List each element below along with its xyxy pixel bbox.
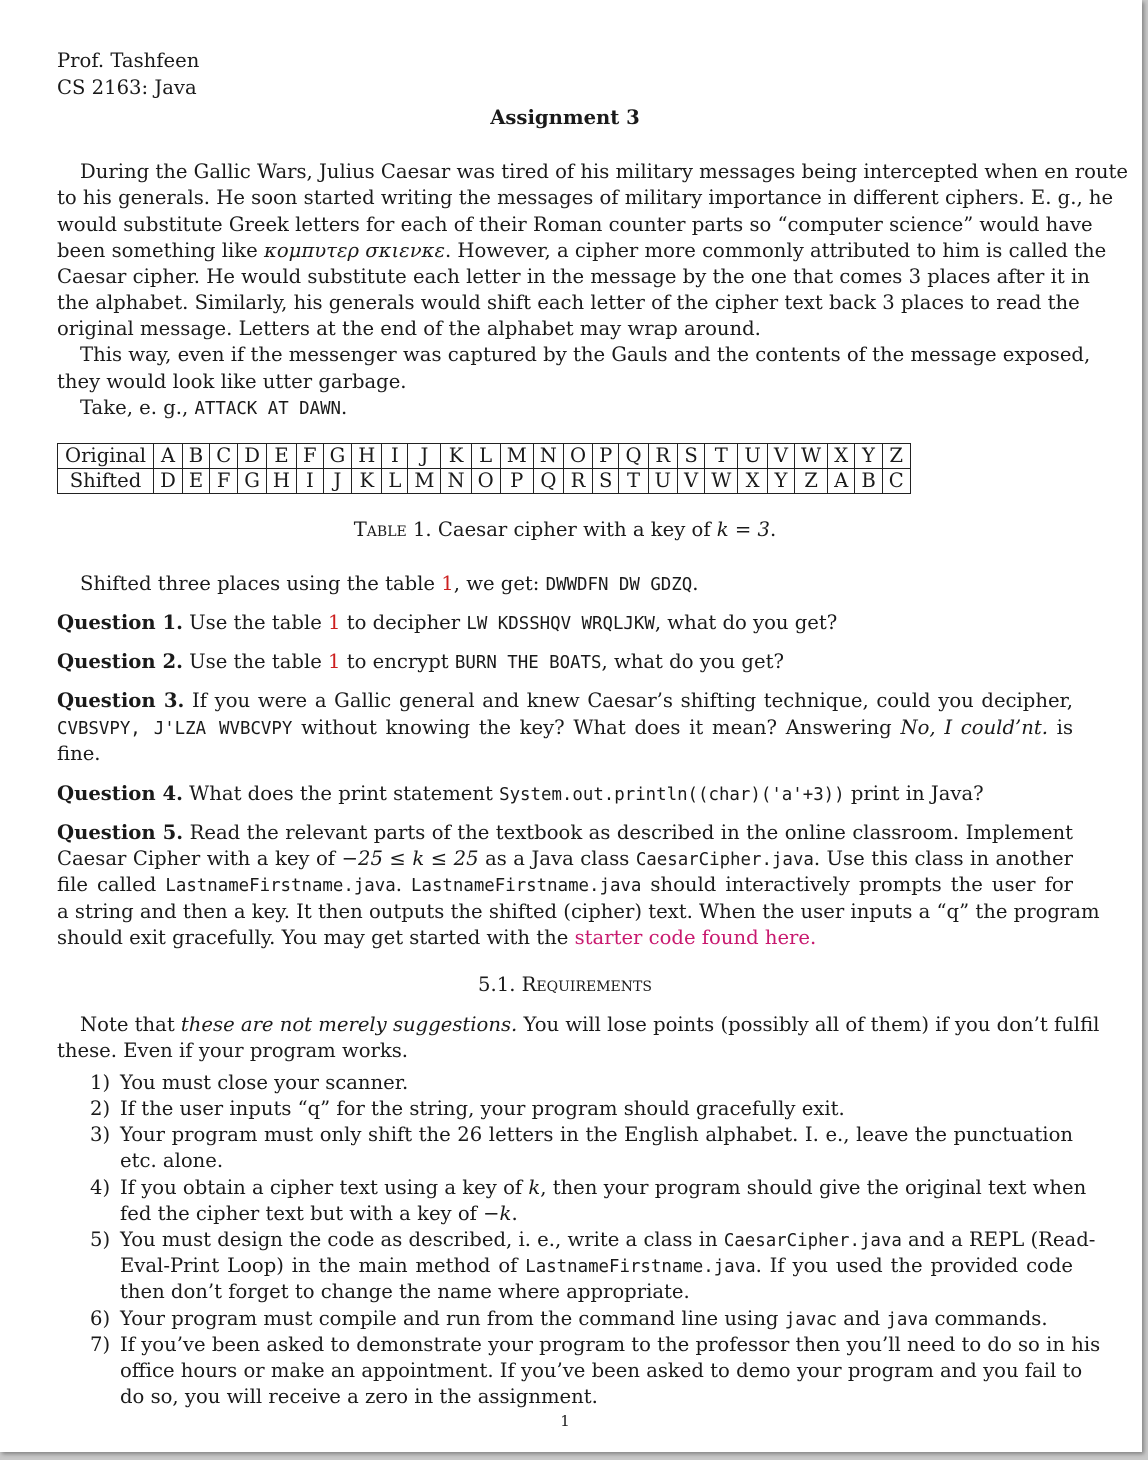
original-letter: L bbox=[471, 444, 500, 469]
original-letter: V bbox=[767, 444, 794, 469]
shifted-letter: B bbox=[855, 469, 882, 494]
shifted-letter: W bbox=[705, 469, 738, 494]
question-label: Question 4. bbox=[57, 782, 183, 805]
original-letter: P bbox=[593, 444, 619, 469]
shifted-result-line: Shifted three places using the table 1, we get: DWWDFN DW GDZQ. bbox=[80, 572, 699, 595]
original-letter: W bbox=[795, 444, 828, 469]
question-3-line: fine. bbox=[57, 742, 101, 765]
shifted-letter: K bbox=[352, 469, 382, 494]
requirements-intro-line: these. Even if your program works. bbox=[57, 1039, 409, 1062]
shifted-letter: E bbox=[182, 469, 209, 494]
shifted-letter: H bbox=[266, 469, 296, 494]
original-letter: M bbox=[500, 444, 533, 469]
intro-line: original message. Letters at the end of the alphabet may wrap around. bbox=[57, 317, 761, 340]
original-letter: S bbox=[678, 444, 705, 469]
original-letter: K bbox=[441, 444, 471, 469]
shifted-letter: R bbox=[563, 469, 592, 494]
table-ref-link[interactable]: 1 bbox=[441, 572, 454, 595]
question-label: Question 1. bbox=[57, 611, 183, 634]
original-letter: U bbox=[738, 444, 768, 469]
intro-line: the alphabet. Similarly, his generals would shift each letter of the cipher text back 3 places to read the bbox=[57, 291, 1080, 314]
question-5-line: should exit gracefully. You may get started with the starter code found here. bbox=[57, 926, 817, 949]
starter-code-link[interactable]: starter code found here. bbox=[574, 926, 817, 949]
original-letter: C bbox=[210, 444, 238, 469]
question-3-line: CVBSVPY, J'LZA WVBCVPY without knowing the key? What does it mean? Answering No, I could’nt. is bbox=[57, 716, 1073, 739]
shifted-row bbox=[58, 469, 911, 494]
question-label: Question 2. bbox=[57, 650, 183, 673]
requirements-heading: 5.1. Requirements bbox=[478, 973, 652, 996]
original-letter: D bbox=[238, 444, 267, 469]
shifted-letter: Q bbox=[533, 469, 563, 494]
original-letter: H bbox=[352, 444, 382, 469]
original-letter: E bbox=[266, 444, 296, 469]
document-page: Prof. Tashfeen CS 2163: Java Assignment 3 During the Gallic Wars, Julius Caesar was tired of his military messages being intercepted when en route to his generals. He soon started writing the messages of military importance in different ciphers. E. g., he would substitute Greek letters for each of their Roman counter parts so “computer science” would have been something like κομπυτερ σκιενκε. However, a cipher more commonly attributed to him is called the Caesar cipher. He would substitute each letter in the message by the one that comes 3 places after it in the alphabet. Similarly, his generals would shift each letter of the cipher text back 3 places to read the original message. Letters at the end of the alphabet may wrap around. This way, even if the messenger was captured by the Gauls and the contents of the message exposed, they would look like utter garbage. Take, e. g., ATTACK AT DAWN. Original A B C D E F G H I J K L M N O P Q R S T U V W X Y Z Shifted D E F G H I J K L M N O P Q R S T U V W X Y Z A B C Table 1. Caesar cipher with a key of k = 3. Shifted three places using the table 1, we get: DWWDFN DW GDZQ. Question 1. Use the table 1 to decipher LW KDSSHQV WRQLJKW, what do you get? Question 2. Use the table 1 to encrypt BURN THE BOATS, what do you get? Question 3. If you were a Gallic general and knew Caesar’s shifting technique, could you decipher, CVBSVPY, J'LZA WVBCVPY without knowing the key? What does it mean? Answering No, I could’nt. is fine. Question 4. What does the print statement System.out.println((char)('a'+3)) print in Java? Question 5. Read the relevant parts of the textbook as described in the online classroom. Implement Caesar Cipher with a key of −25 ≤ k ≤ 25 as a Java class CaesarCipher.java. Use this class in another file called LastnameFirstname.java. LastnameFirstname.java should interactively prompts the user for a string and then a key. It then outputs the shifted (cipher) text. When the user inputs a “q” the program should exit gracefully. You may get started with the starter code found here. 5.1. Requirements Note that these are not merely suggestions. You will lose points (possibly all of them) if you don’t fulfil these. Even if your program works. 1) You must close your scanner. 2) If the user inputs “q” for the string, your program should gracefully exit. 3) Your program must only shift the 26 letters in the English alphabet. I. e., leave the punctuation etc. alone. 4) If you obtain a cipher text using a key of k, then your program should give the original text when fed the cipher text but with a key of −k. 5) You must design the code as described, i. e., write a class in CaesarCipher.java and a REPL (Read- Eval-Print Loop) in the main method of LastnameFirstname.java. If you used the provided code then don’t forget to change the name where appropriate. 6) Your program must compile and run from the command line using javac and java commands. 7) If you’ve been asked to demonstrate your program to the professor then you’ll need to do so in his office hours or make an appointment. If you’ve been asked to demo your program and you fail to do so, you will receive a zero in the assignment. 1 bbox=[0, 0, 1142, 1452]
shifted-letter: V bbox=[678, 469, 705, 494]
shifted-letter: I bbox=[297, 469, 324, 494]
shifted-letter: X bbox=[738, 469, 768, 494]
original-row bbox=[58, 444, 911, 469]
question-4: Question 4. What does the print statement System.out.println((char)('a'+3)) print in Java? bbox=[57, 782, 984, 805]
table-ref-link[interactable]: 1 bbox=[328, 611, 341, 634]
question-1: Question 1. Use the table 1 to decipher LW KDSSHQV WRQLJKW, what do you get? bbox=[57, 611, 838, 634]
assignment-title: Assignment 3 bbox=[490, 106, 640, 129]
shifted-letter: C bbox=[882, 469, 910, 494]
original-letter: I bbox=[382, 444, 408, 469]
question-5-line: a string and then a key. It then outputs the shifted (cipher) text. When the user inputs a “q” the program bbox=[57, 900, 1100, 923]
original-letter: B bbox=[182, 444, 209, 469]
question-5: Question 5. Read the relevant parts of the textbook as described in the online classroom. Implement bbox=[57, 821, 1073, 844]
table-caption: Table 1. Caesar cipher with a key of k = 3. bbox=[353, 518, 777, 541]
shifted-letter: S bbox=[593, 469, 619, 494]
shifted-letter: O bbox=[471, 469, 500, 494]
question-2: Question 2. Use the table 1 to encrypt BURN THE BOATS, what do you get? bbox=[57, 650, 784, 673]
shifted-ciphertext: DWWDFN DW GDZQ bbox=[545, 575, 693, 595]
intro-line: to his generals. He soon started writing the messages of military importance in different ciphers. E. g., he bbox=[57, 186, 1114, 209]
course-name: CS 2163: Java bbox=[57, 76, 197, 99]
question-5-line: file called LastnameFirstname.java. LastnameFirstname.java should interactively prompts the user for bbox=[57, 873, 1074, 896]
shifted-letter: U bbox=[648, 469, 678, 494]
original-letter: J bbox=[408, 444, 441, 469]
intro-line: would substitute Greek letters for each of their Roman counter parts so “computer science” would have bbox=[57, 213, 1093, 236]
table-ref-link[interactable]: 1 bbox=[328, 650, 341, 673]
shifted-letter: N bbox=[441, 469, 471, 494]
shifted-letter: D bbox=[154, 469, 183, 494]
original-letter: F bbox=[297, 444, 324, 469]
question-label: Question 5. bbox=[57, 821, 184, 844]
original-letter: Z bbox=[882, 444, 910, 469]
requirements-intro: Note that these are not merely suggestions. You will lose points (possibly all of them) if you don’t fulfil bbox=[80, 1013, 1100, 1036]
original-letter: Q bbox=[619, 444, 648, 469]
question-5-line: Caesar Cipher with a key of −25 ≤ k ≤ 25 as a Java class CaesarCipher.java. Use this class in another bbox=[57, 847, 1073, 870]
shifted-letter: M bbox=[408, 469, 441, 494]
professor-name: Prof. Tashfeen bbox=[57, 49, 200, 72]
shifted-letter: F bbox=[210, 469, 238, 494]
shifted-letter: L bbox=[382, 469, 408, 494]
original-row-label: Original bbox=[58, 444, 154, 469]
original-letter: Y bbox=[855, 444, 882, 469]
shifted-letter: T bbox=[619, 469, 648, 494]
question-label: Question 3. bbox=[57, 689, 185, 712]
shifted-letter: P bbox=[500, 469, 533, 494]
original-letter: O bbox=[563, 444, 592, 469]
page-number: 1 bbox=[560, 1412, 570, 1430]
original-letter: A bbox=[154, 444, 183, 469]
intro-line: Caesar cipher. He would substitute each letter in the message by the one that comes 3 places after it in bbox=[57, 265, 1090, 288]
cipher-table bbox=[57, 443, 911, 494]
shifted-letter: A bbox=[828, 469, 855, 494]
intro-line: they would look like utter garbage. bbox=[57, 370, 407, 393]
original-letter: T bbox=[705, 444, 738, 469]
question-3: Question 3. If you were a Gallic general and knew Caesar’s shifting technique, could you decipher, bbox=[57, 689, 1073, 712]
example-line: Take, e. g., ATTACK AT DAWN. bbox=[80, 396, 348, 419]
shifted-letter: J bbox=[323, 469, 352, 494]
intro-line: During the Gallic Wars, Julius Caesar was tired of his military messages being intercepted when en route bbox=[80, 160, 1128, 183]
intro-line: This way, even if the messenger was captured by the Gauls and the contents of the message exposed, bbox=[80, 343, 1091, 366]
shifted-letter: Y bbox=[767, 469, 794, 494]
original-letter: N bbox=[533, 444, 563, 469]
shifted-letter: Z bbox=[795, 469, 828, 494]
greek-example: κομπυτερ σκιενκε bbox=[264, 239, 445, 262]
intro-line: been something like κομπυτερ σκιενκε. However, a cipher more commonly attributed to him is called the bbox=[57, 239, 1107, 262]
original-letter: G bbox=[323, 444, 352, 469]
shifted-letter: G bbox=[238, 469, 267, 494]
original-letter: R bbox=[648, 444, 678, 469]
example-plaintext: ATTACK AT DAWN bbox=[194, 399, 342, 419]
original-letter: X bbox=[828, 444, 855, 469]
shifted-row-label: Shifted bbox=[58, 469, 154, 494]
